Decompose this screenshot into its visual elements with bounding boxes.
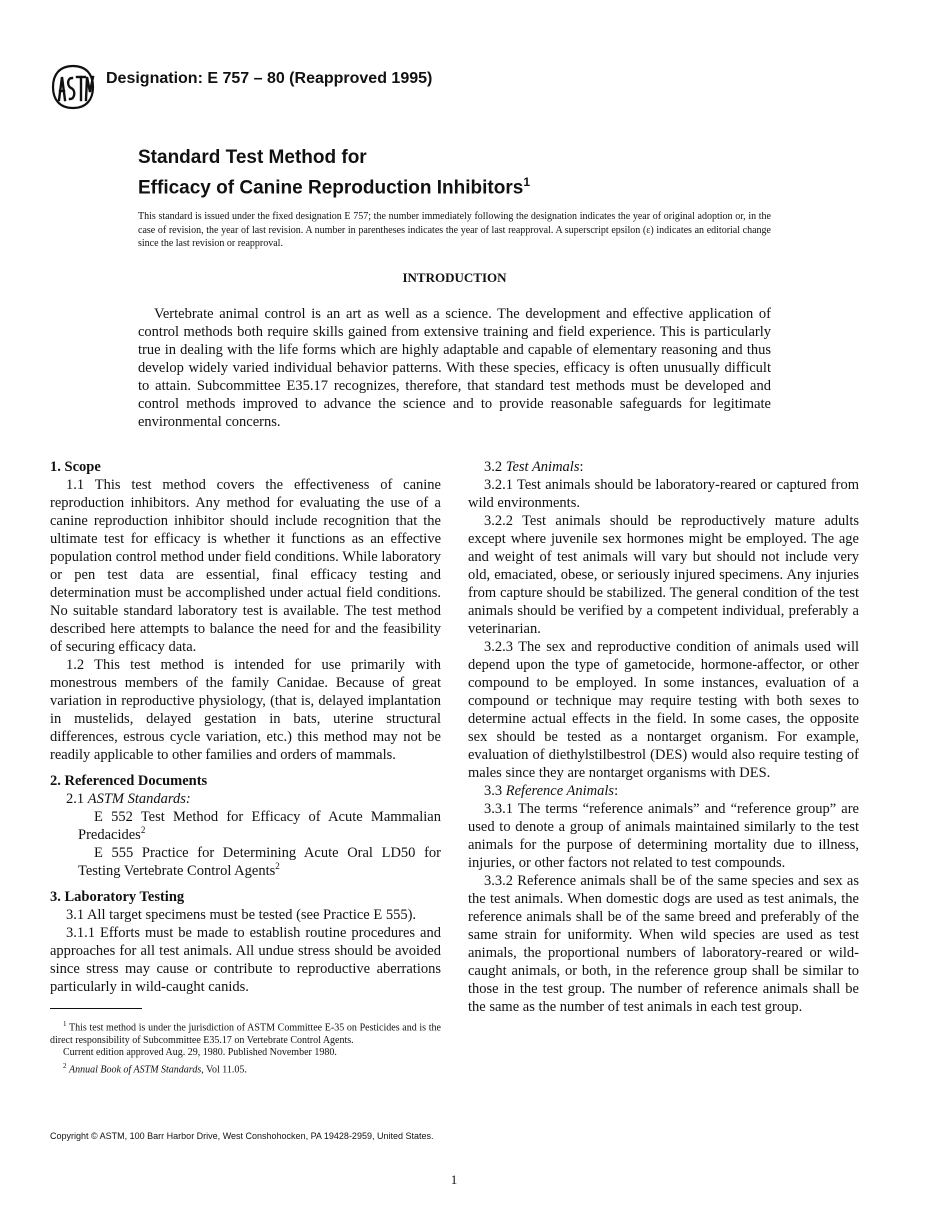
paragraph-3-3-2: 3.3.2 Reference animals shall be of the same species and sex as the test animals. When domestic dogs are used as test animals, the reference animals shall be of the same breed and preferably of the same strain for uniformity. When wild species are used as test animals, the proportional numbers of laboratory-reared or wild-caught animals, or both, in the reference group shall be similar to those in the test group. The number of reference animals shall be the same as the number of test animals in each test group. (468, 873, 859, 1015)
paragraph-3-3-heading: 3.3 Reference Animals: (484, 783, 619, 799)
footnote-divider (50, 1008, 142, 1009)
title-line-1: Standard Test Method for (138, 147, 367, 168)
footnote-1-edition: Current edition approved Aug. 29, 1980. Published November 1980. (63, 1047, 337, 1059)
paragraph-3-3-1: 3.3.1 The terms “reference animals” and “reference group” are used to denote a group of animals maintained similarly to the test animals for the purpose of determining mortality due to illness, injuries, or other factors not related to test compounds. (468, 801, 859, 871)
introduction-heading: INTRODUCTION (402, 270, 507, 285)
introduction-body: Vertebrate animal control is an art as well as a science. The development and effective application of control methods both require skills gained from extensive training and field experience. This is particularly true in dealing with the life forms which are highly adaptable and capable of elementary reasoning and thus develop widely varied individual behavior patterns. With these species, efficacy is often unusually difficult to attain. Subcommittee E35.17 recognizes, therefore, that standard test methods must be developed and control methods improved to advance the science and to provide reasonable safeguards for legitimate environmental concerns. (138, 306, 771, 430)
paragraph-3-2-1: 3.2.1 Test animals should be laboratory-reared or captured from wild environments. (468, 477, 859, 511)
copyright-notice: Copyright © ASTM, 100 Barr Harbor Drive, West Conshohocken, PA 19428-2959, United States. (50, 1131, 434, 1141)
designation: Designation: E 757 – 80 (Reapproved 1995) (106, 70, 433, 87)
footnotes (50, 1018, 441, 1077)
standard-notice: This standard is issued under the fixed designation E 757; the number immediately following the designation indicates the year of original adoption or, in the case of revision, the year of last revision. A number in parentheses indicates the year of last reapproval. A superscript epsilon (ε) indicates an editorial change since the last revision or reapproval. (138, 211, 771, 249)
left-column (50, 458, 441, 996)
laboratory-testing-heading: 3. Laboratory Testing (50, 889, 185, 905)
title-footnote-mark: 1 (523, 175, 530, 189)
footnote-2: $^2$ Annual Book of ASTM Standards, Vol 11.05. (63, 1061, 247, 1076)
title-line-2: Efficacy of Canine Reproduction Inhibitors$^1$ (138, 175, 530, 199)
reference-e555: E 555 Practice for Determining Acute Oral LD50 for Testing Vertebrate Control Agents$^2$ (78, 845, 441, 879)
right-column (468, 458, 859, 1016)
astm-logo-icon (50, 64, 96, 110)
paragraph-1-1: 1.1 This test method covers the effectiveness of canine reproduction inhibitors. Any method for evaluating the use of a canine reproduction inhibitor should include recognition that the ultimate test for efficacy is whether it functions as an effective population control method under field conditions. While laboratory or pen test data are essential, final efficacy testing and determination must be accomplished under actual field conditions. No suitable standard laboratory test is available. The test method described here attempts to balance the need for and the feasibility of securing efficacy data. (50, 477, 441, 655)
page-number: 1 (450, 1172, 458, 1187)
paragraph-3-1-1: 3.1.1 Efforts must be made to establish routine procedures and approaches for all test animals. All undue stress should be avoided since stress may cause or contribute to reproductive aberrations particularly in wild-caught canids. (50, 925, 441, 995)
reference-e552: E 552 Test Method for Efficacy of Acute Mammalian Predacides$^2$ (78, 809, 441, 843)
scope-heading: 1. Scope (50, 459, 101, 475)
paragraph-3-2-2: 3.2.2 Test animals should be reproductively mature adults except where juvenile sex hormones might be employed. The age and weight of test animals will vary but should not include very old, emaciated, obese, or seriously injured specimens. Any injuries from capture should be stabilized. The general condition of the test animals should be verified by a competent individual, preferably a veterinarian. (468, 513, 859, 637)
paragraph-3-2-3: 3.2.3 The sex and reproductive condition of animals used will depend upon the type of gametocide, hormone-affector, or other compound to be employed. In some instances, evaluation of a compound or technique may require testing with both sexes to determine actual effects in the field. In some cases, the opposite sex should be tested as a nontarget organism. For example, evaluation of diethylstilbestrol (DES) would also require testing of males since they are nontarget organisms with DES. (468, 639, 859, 781)
paragraph-2-1: 2.1 ASTM Standards: (66, 791, 191, 807)
paragraph-1-2: 1.2 This test method is intended for use primarily with monestrous members of the family Canidae. Because of great variation in reproductive physiology, (that is, delayed implantation in mustelids, delayed gestation in bats, uterine structural differences, estrous cycle variation, etc.) this method may not be readily applicable to other families and orders of mammals. (50, 657, 441, 763)
paragraph-3-1: 3.1 All target specimens must be tested (see Practice E 555). (66, 907, 417, 923)
document-title (138, 146, 530, 200)
paragraph-3-2-heading: 3.2 Test Animals: (484, 459, 584, 475)
referenced-documents-heading: 2. Referenced Documents (50, 773, 208, 789)
footnote-1: $^1$ This test method is under the jurisdiction of ASTM Committee E-35 on Pesticides and is the direct responsibility of Subcommittee E35.17 on Vertebrate Control Agents. (50, 1020, 441, 1046)
